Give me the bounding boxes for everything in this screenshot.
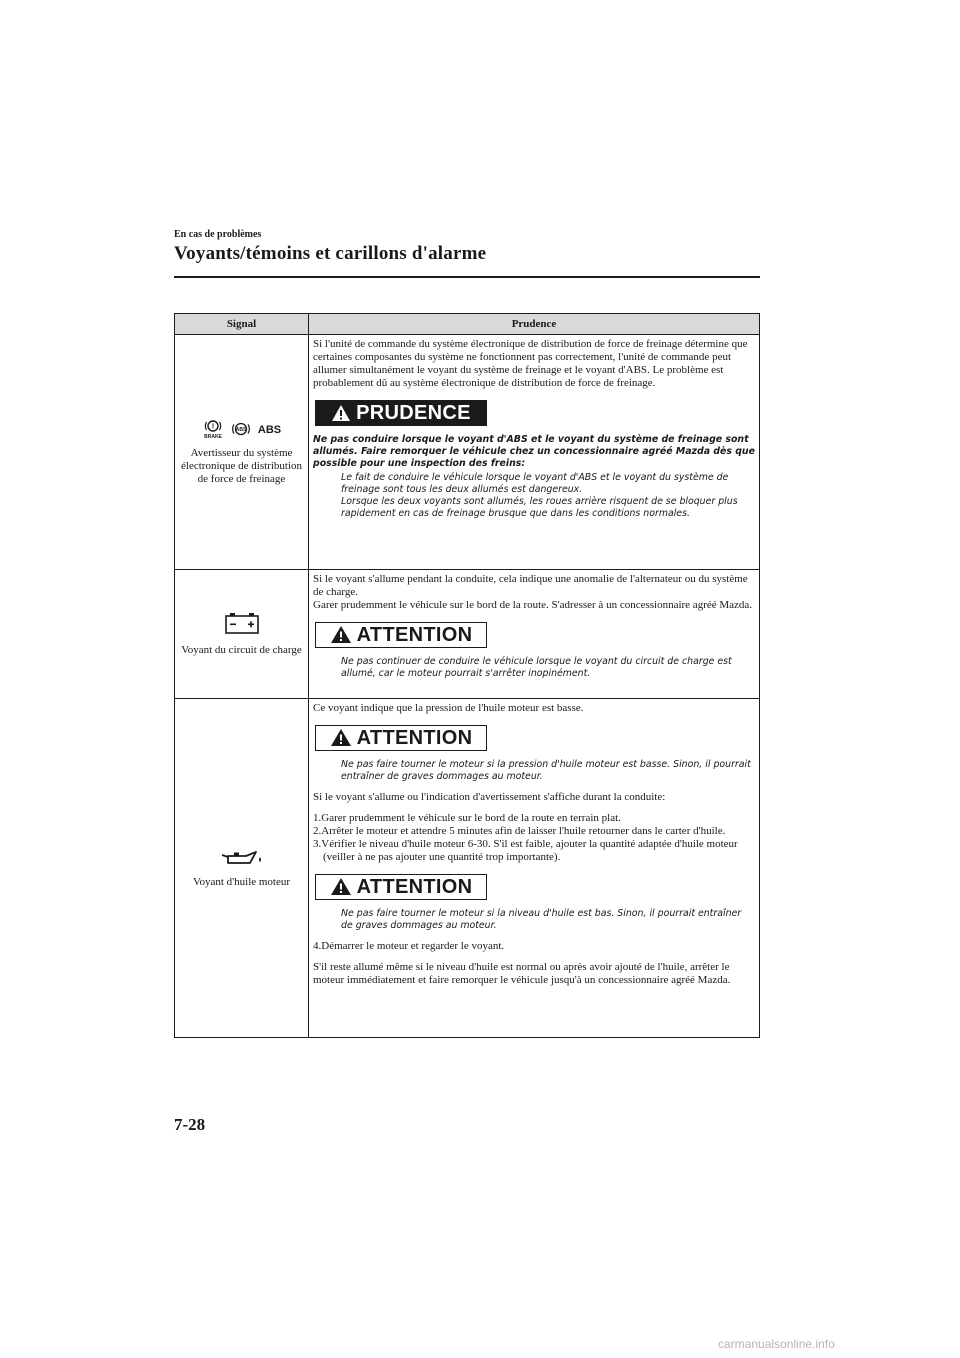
- warning-lights-table: [174, 313, 760, 1038]
- header-prudence: Prudence: [309, 314, 760, 335]
- oil-can-icon: [220, 848, 264, 870]
- header-signal: Signal: [175, 314, 309, 335]
- signal-label: Voyant d'huile moteur: [192, 875, 291, 888]
- title-rule: [174, 276, 760, 278]
- description-text: Si l'unité de commande du système électronique de distribution de force de freinage détermine que certaines composantes du système ne fonctionnent pas correctement, l'unité de commande peut allumer simultanément le voyant du système de freinage et le voyant d'ABS. Le problème est probablement dû au système électronique de distribution de force de freinage.: [313, 338, 748, 389]
- warning-triangle-icon: [330, 728, 352, 748]
- attention-text: Ne pas continuer de conduire le véhicule lorsque le voyant du circuit de charge est allumé, car le moteur pourrait s'arrêter inopinément.: [341, 656, 732, 679]
- signal-cell: [175, 335, 309, 570]
- brake-warning-icon: [202, 419, 224, 443]
- description-text-3: S'il reste allumé même si le niveau d'huile est normal ou après avoir ajouté de l'huile, arrêter le moteur immédiatement et faire remorquer le véhicule jusqu'à un concessionnaire agréé Mazda.: [313, 961, 731, 986]
- signal-cell: [175, 570, 309, 699]
- description-text-1: Si le voyant s'allume pendant la conduite, cela indique une anomalie de l'alternateur ou du système de charge.: [313, 573, 748, 598]
- abs-circle-text: ABS: [235, 426, 247, 433]
- battery-icon: [224, 612, 260, 638]
- signal-label: Avertisseur du système électronique de distribution de force de freinage: [181, 446, 302, 485]
- description-text-1: Ce voyant indique que la pression de l'huile moteur est basse.: [313, 702, 584, 714]
- prudence-cell: [309, 699, 760, 1038]
- table-header-row: [175, 314, 760, 335]
- table-row: [175, 570, 760, 699]
- step-2: 2.Arrêter le moteur et attendre 5 minutes afin de laisser l'huile retourner dans le carter d'huile.: [313, 825, 726, 837]
- table-row: [175, 699, 760, 1038]
- attention-label: ATTENTION: [356, 623, 473, 646]
- signal-label: Voyant du circuit de charge: [181, 643, 302, 656]
- attention-banner: [315, 622, 487, 648]
- brake-icon-text: BRAKE: [203, 433, 222, 439]
- table-row: [175, 335, 760, 570]
- attention-label: ATTENTION: [356, 875, 473, 898]
- prudence-label: PRUDENCE: [356, 401, 471, 424]
- abs-circle-icon: [230, 421, 252, 441]
- prudence-banner: [315, 400, 487, 426]
- signal-cell: [175, 699, 309, 1038]
- abs-text-icon: ABS: [257, 424, 282, 436]
- section-label: En cas de problèmes: [174, 229, 262, 240]
- watermark: carmanualsonline.info: [718, 1337, 835, 1351]
- page-number: 7-28: [174, 1115, 206, 1134]
- prudence-line-2: Lorsque les deux voyants sont allumés, les roues arrière risquent de se bloquer plus rapidement en cas de freinage brusque que dans les conditions normales.: [341, 496, 738, 519]
- attention-text-1: Ne pas faire tourner le moteur si la pression d'huile moteur est basse. Sinon, il pourrait entraîner de graves dommages au moteur.: [341, 759, 751, 782]
- attention-label: ATTENTION: [356, 726, 473, 749]
- step-1: 1.Garer prudemment le véhicule sur le bord de la route en terrain plat.: [313, 812, 621, 824]
- warning-triangle-icon: [330, 625, 352, 645]
- warning-triangle-icon: [331, 404, 351, 423]
- prudence-cell: [309, 335, 760, 570]
- svg-text:!: !: [211, 423, 215, 430]
- attention-banner: [315, 874, 487, 900]
- step-4: 4.Démarrer le moteur et regarder le voyant.: [313, 940, 505, 952]
- prudence-line-1: Le fait de conduire le véhicule lorsque le voyant d'ABS et le voyant du système de freinage sont tous les deux allumés est dangereux.: [341, 472, 729, 495]
- attention-banner: [315, 725, 487, 751]
- attention-text-2: Ne pas faire tourner le moteur si la niveau d'huile est bas. Sinon, il pourrait entraîner de graves dommages au moteur.: [341, 908, 742, 931]
- prudence-bold-text: Ne pas conduire lorsque le voyant d'ABS et le voyant du système de freinage sont allumés. Faire remorquer le véhicule chez un concessionnaire agréé Mazda dès que possible pour une inspection des freins:: [313, 434, 755, 469]
- page-title: Voyants/témoins et carillons d'alarme: [174, 243, 487, 264]
- description-text-2: Garer prudemment le véhicule sur le bord de la route. S'adresser à un concessionnaire agréé Mazda.: [313, 599, 753, 611]
- step-3: 3.Vérifier le niveau d'huile moteur 6-30. S'il est faible, ajouter la quantité adaptée d'huile moteur (veiller à ne pas ajouter une quantité trop importante).: [313, 838, 738, 863]
- warning-triangle-icon: [330, 877, 352, 897]
- description-text-2: Si le voyant s'allume ou l'indication d'avertissement s'affiche durant la conduite:: [313, 791, 666, 803]
- prudence-cell: [309, 570, 760, 699]
